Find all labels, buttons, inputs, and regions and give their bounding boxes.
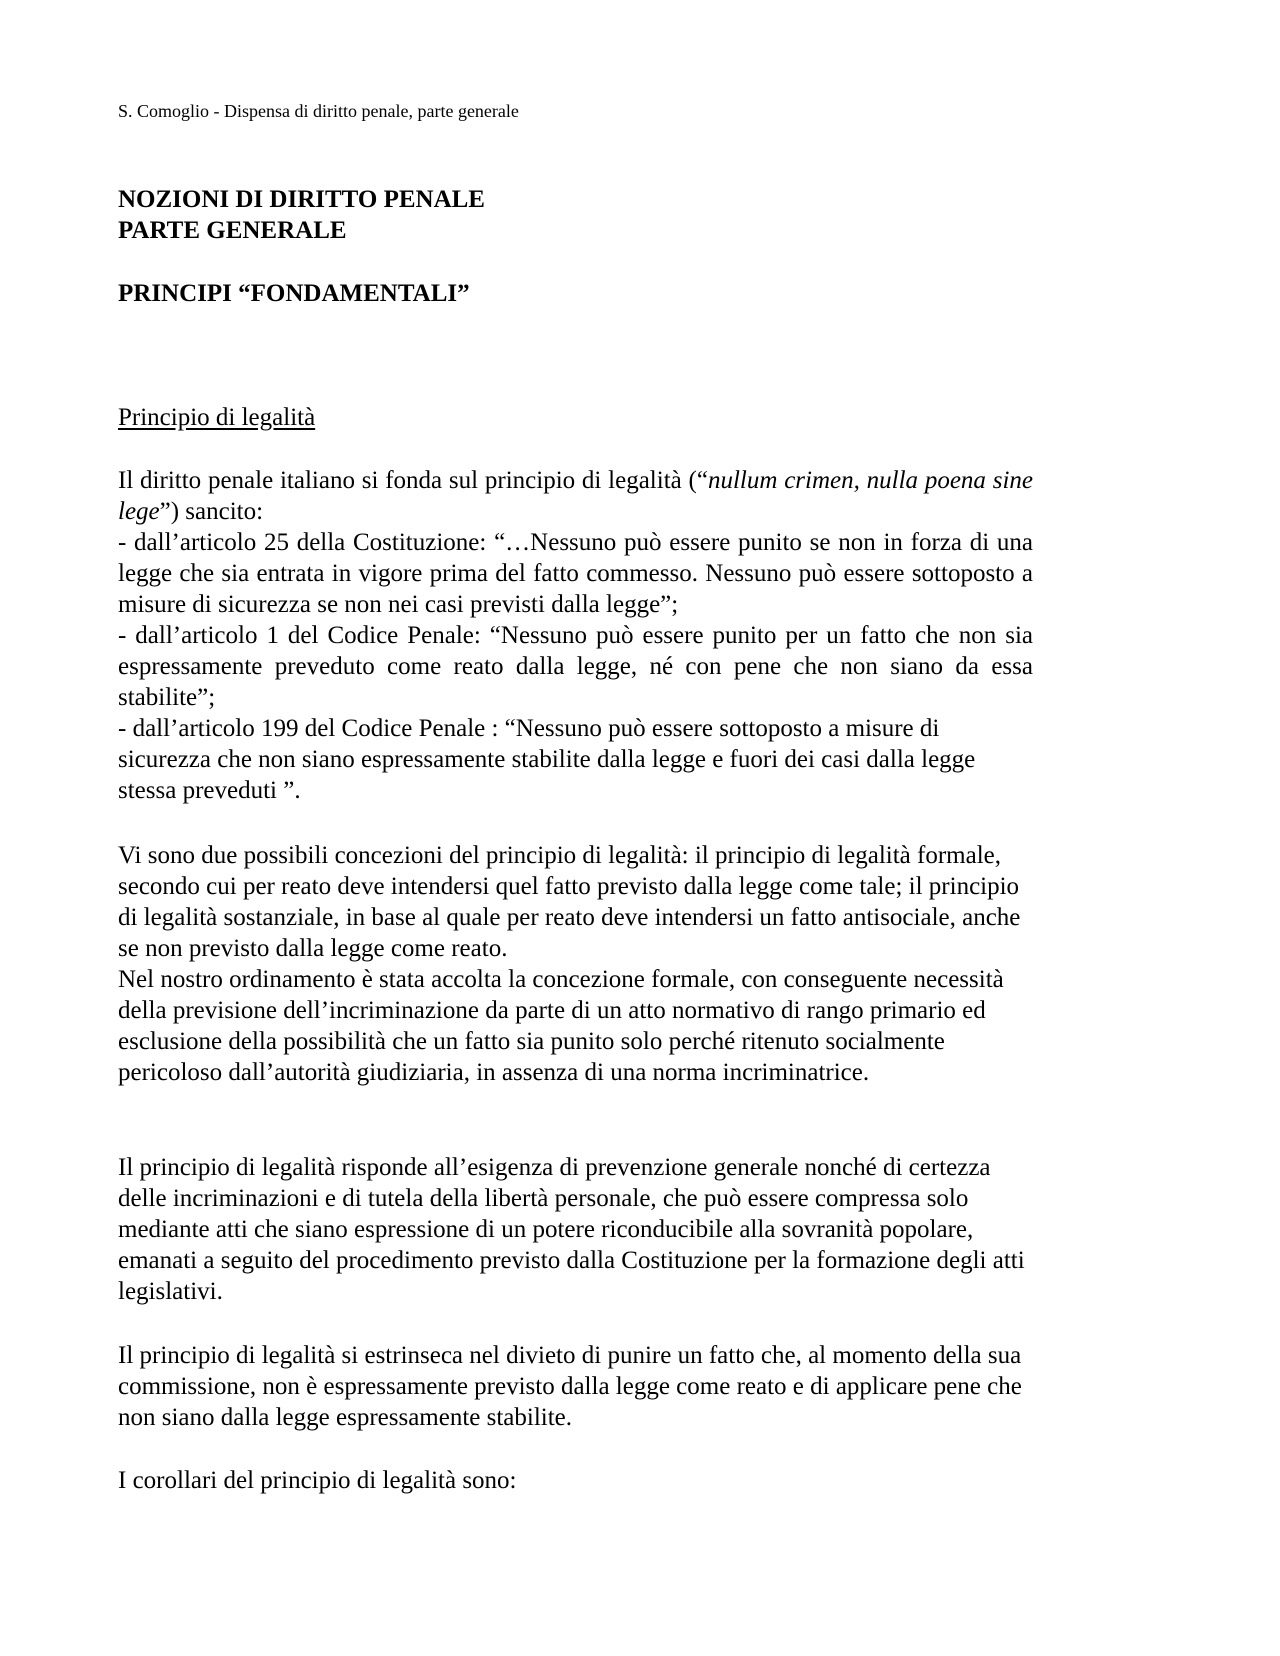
running-header: S. Comoglio - Dispensa di diritto penale, parte generale xyxy=(118,101,519,121)
title-line-3: PRINCIPI “FONDAMENTALI” xyxy=(118,280,470,307)
title-line-2: PARTE GENERALE xyxy=(118,217,347,244)
paragraph-two-conceptions: Vi sono due possibili concezioni del principio di legalità: il principio di legalità formale, secondo cui per reato deve intendersi quel fatto previsto dalla legge come tale; il principio di legalità sostanziale, in base al quale per reato deve intendersi un fatto antisociale, anche se non previsto dalla legge come reato. xyxy=(118,842,1021,962)
intro-text-end: ”) sancito: xyxy=(159,498,264,525)
paragraph-corollaries xyxy=(118,1465,1033,1496)
list-item-article-199: - dall’articolo 199 del Codice Penale : “Nessuno può essere sottoposto a misure di sicurezza che non siano espressamente stabilite dalla legge e fuori dei casi dalla legge stessa preveduti ”. xyxy=(118,715,976,804)
title-line-1: NOZIONI DI DIRITTO PENALE xyxy=(118,186,485,213)
paragraph-purpose-text: Il principio di legalità risponde all’esigenza di prevenzione generale nonché di certezza delle incriminazioni e di tutela della libertà personale, che può essere compressa solo mediante atti che siano espressione di un potere riconducibile alla sovranità popolare, emanati a seguito del procedimento previsto dalla Costituzione per la formazione degli atti legislativi. xyxy=(118,1154,1025,1305)
paragraph-intro xyxy=(118,465,1033,527)
paragraph-purpose xyxy=(118,1152,1033,1307)
latin-maxim: nullum crimen, nulla poena sine lege xyxy=(118,467,1033,525)
paragraph-formal-conception: Nel nostro ordinamento è stata accolta la concezione formale, con conseguente necessità della previsione dell’incriminazione da parte di un atto normativo di rango primario ed esclusione della possibilità che un fatto sia punito solo perché ritenuto socialmente pericoloso dall’autorità giudiziaria, in assenza di una norma incriminatrice. xyxy=(118,966,1004,1086)
paragraph-prohibition-text: Il principio di legalità si estrinseca nel divieto di punire un fatto che, al momento della sua commissione, non è espressamente previsto dalla legge come reato e di applicare pene che non siano dalla legge espressamente stabilite. xyxy=(118,1342,1022,1431)
paragraph-prohibition xyxy=(118,1340,1033,1433)
paragraph-conceptions xyxy=(118,840,1033,1088)
paragraph-legal-sources xyxy=(118,465,1033,806)
intro-text-start: Il diritto penale italiano si fonda sul principio di legalità (“ xyxy=(118,467,708,494)
list-item-article-1: - dall’articolo 1 del Codice Penale: “Nessuno può essere punito per un fatto che non sia espressamente preveduto come reato dalla legge, né con pene che non siano da essa stabilite”; xyxy=(118,622,1033,711)
list-item-article-25: - dall’articolo 25 della Costituzione: “…Nessuno può essere punito se non in forza di una legge che sia entrata in vigore prima del fatto commesso. Nessuno può essere sottoposto a misure di sicurezza se non nei casi previsti dalla legge”; xyxy=(118,529,1033,618)
section-heading: Principio di legalità xyxy=(118,404,316,431)
paragraph-corollaries-text: I corollari del principio di legalità sono: xyxy=(118,1467,517,1494)
